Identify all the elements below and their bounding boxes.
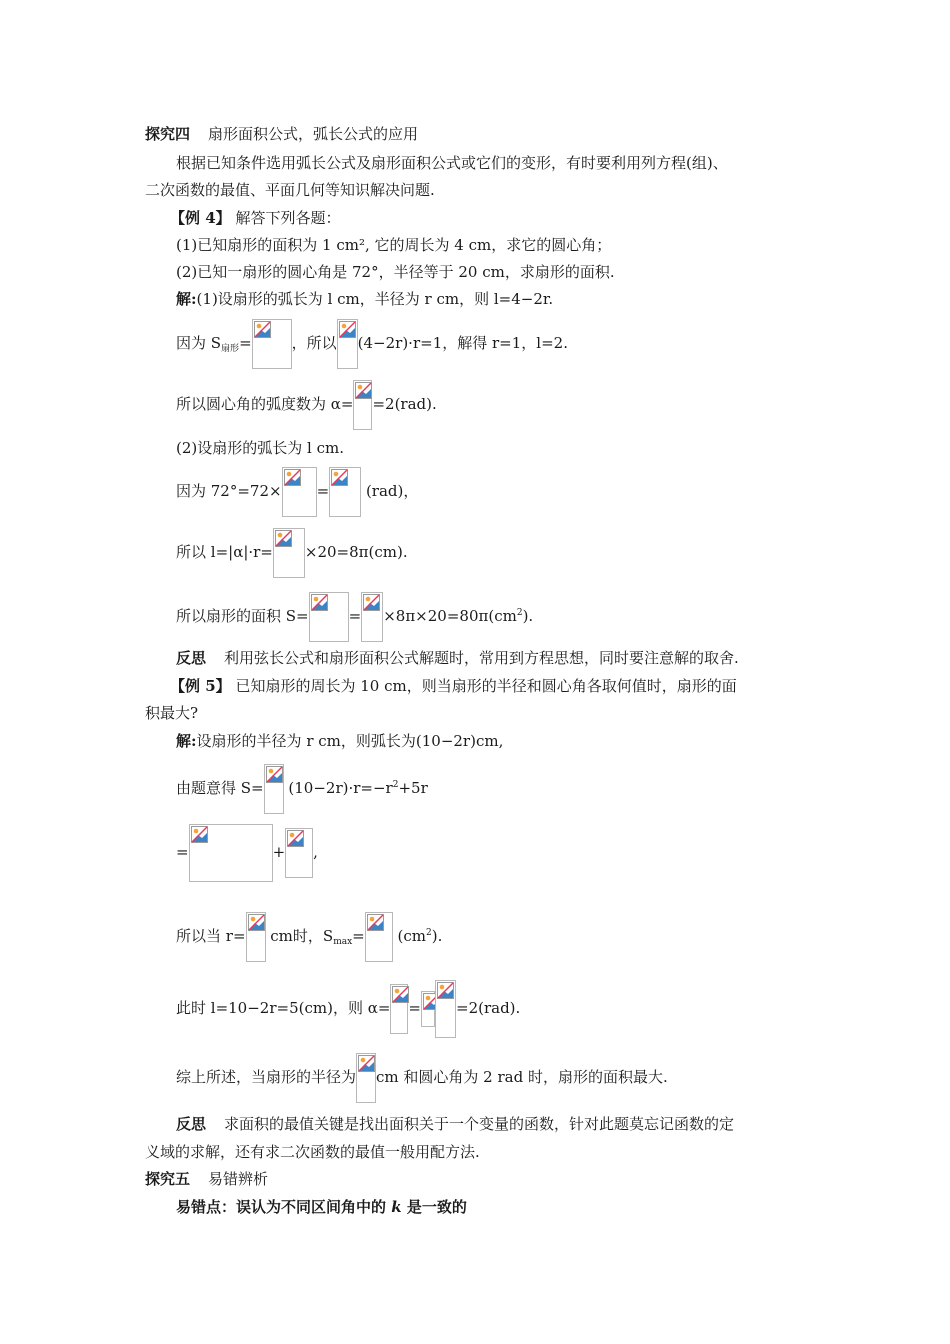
example-4-solution-5: 因为 72°=72× = (rad)， [176, 466, 418, 516]
example-4-solution-7: 所以扇形的面积 S= = $\times 8\pi\times 20=80\pi(cm^2)$. [176, 588, 533, 638]
broken-image-icon [311, 594, 328, 611]
formula-image [246, 912, 266, 962]
common-error-heading: 易错点：误认为不同区间角中的 k 是一致的 [176, 1198, 467, 1216]
example-4-solution-4: (2)设扇形的弧长为 l cm. [176, 439, 344, 457]
example-4-solution-1: 解:(1)设扇形的弧长为 l cm，半径为 r cm，则 l=4−2r. [176, 290, 554, 308]
formula-image [252, 319, 292, 369]
broken-image-icon [331, 469, 348, 486]
example-5-solution-1: 解:设扇形的半径为 r cm，则弧长为(10−2r)cm, [176, 732, 504, 750]
broken-image-icon [367, 914, 384, 931]
reflection-1: 反思 利用弦长公式和扇形面积公式解题时，常用到方程思想，同时要注意解的取舍. [176, 649, 739, 667]
reflection-2-line-1: 反思 求面积的最值关键是找出面积关于一个变量的函数，针对此题莫忘记函数的定 [176, 1115, 735, 1133]
broken-image-icon [437, 982, 454, 999]
broken-image-icon [355, 382, 372, 399]
broken-image-icon [392, 986, 409, 1003]
example-5-solution-2: 由题意得 S= $(10-2r)\cdot r=-r^2+5r$ [176, 760, 428, 810]
broken-image-icon [358, 1055, 375, 1072]
formula-image [365, 912, 393, 962]
broken-image-icon [284, 469, 301, 486]
formula-image [189, 824, 273, 882]
formula-image [329, 467, 361, 517]
formula-image [361, 592, 383, 642]
formula-image [337, 319, 358, 369]
example-5-solution-6: 综上所述，当扇形的半径为 cm 和圆心角为 2 rad 时，扇形的面积最大. [176, 1052, 668, 1102]
example-4-solution-3: 所以圆心角的弧度数为 α= =2(rad). [176, 379, 437, 429]
broken-image-icon [248, 914, 265, 931]
example-4-title: 【例 4】 解答下列各题： [170, 209, 341, 227]
section-4-heading: 探究四 扇形面积公式，弧长公式的应用 [145, 125, 419, 143]
formula-image [264, 764, 284, 814]
reflection-2-line-2: 义域的求解，还有求二次函数的最值一般用配方法. [145, 1143, 480, 1161]
formula-image [421, 991, 435, 1027]
example-5-question-2: 积最大? [145, 704, 199, 722]
intro-line-1: 根据已知条件选用弧长公式及扇形面积公式或它们的变形，有时要利用列方程(组)、 [176, 154, 728, 172]
intro-line-2: 二次函数的最值、平面几何等知识解决问题. [145, 181, 435, 199]
formula-image [282, 467, 317, 517]
broken-image-icon [275, 530, 292, 547]
formula-image [390, 984, 408, 1034]
broken-image-icon [254, 321, 271, 338]
example-5-solution-3: = + , [176, 820, 318, 884]
example-4-part-2: (2)已知一扇形的圆心角是 72°，半径等于 20 cm，求扇形的面积. [176, 263, 615, 281]
section-5-heading: 探究五 易错辨析 [145, 1170, 269, 1188]
formula-image [356, 1053, 376, 1103]
example-4-part-1: (1)已知扇形的面积为 1 cm², 它的周长为 4 cm，求它的圆心角； [176, 236, 612, 254]
broken-image-icon [191, 826, 208, 843]
example-4-solution-6: 所以 l=|α|·r= ×20=8π(cm). [176, 527, 408, 577]
formula-image [309, 592, 349, 642]
example-5-title: 【例 5】 已知扇形的周长为 10 cm，则当扇形的半径和圆心角各取何值时，扇形的面 [170, 677, 737, 695]
example-5-solution-5: 此时 l=10−2r=5(cm)，则 α= = =2(rad). [176, 980, 520, 1040]
example-5-solution-4: 所以当 r= cm时，$S_{max}=$ $(cm^2)$. [176, 908, 442, 958]
formula-image [353, 380, 372, 430]
formula-image [435, 980, 456, 1038]
broken-image-icon [287, 830, 304, 847]
formula-image [285, 828, 313, 878]
broken-image-icon [339, 321, 356, 338]
example-4-solution-2: 因为 $S_{扇形}=$ ，所以 (4−2r)·r=1，解得 r=1，l=2. [176, 318, 568, 368]
broken-image-icon [266, 766, 283, 783]
formula-image [273, 528, 305, 578]
broken-image-icon [363, 594, 380, 611]
